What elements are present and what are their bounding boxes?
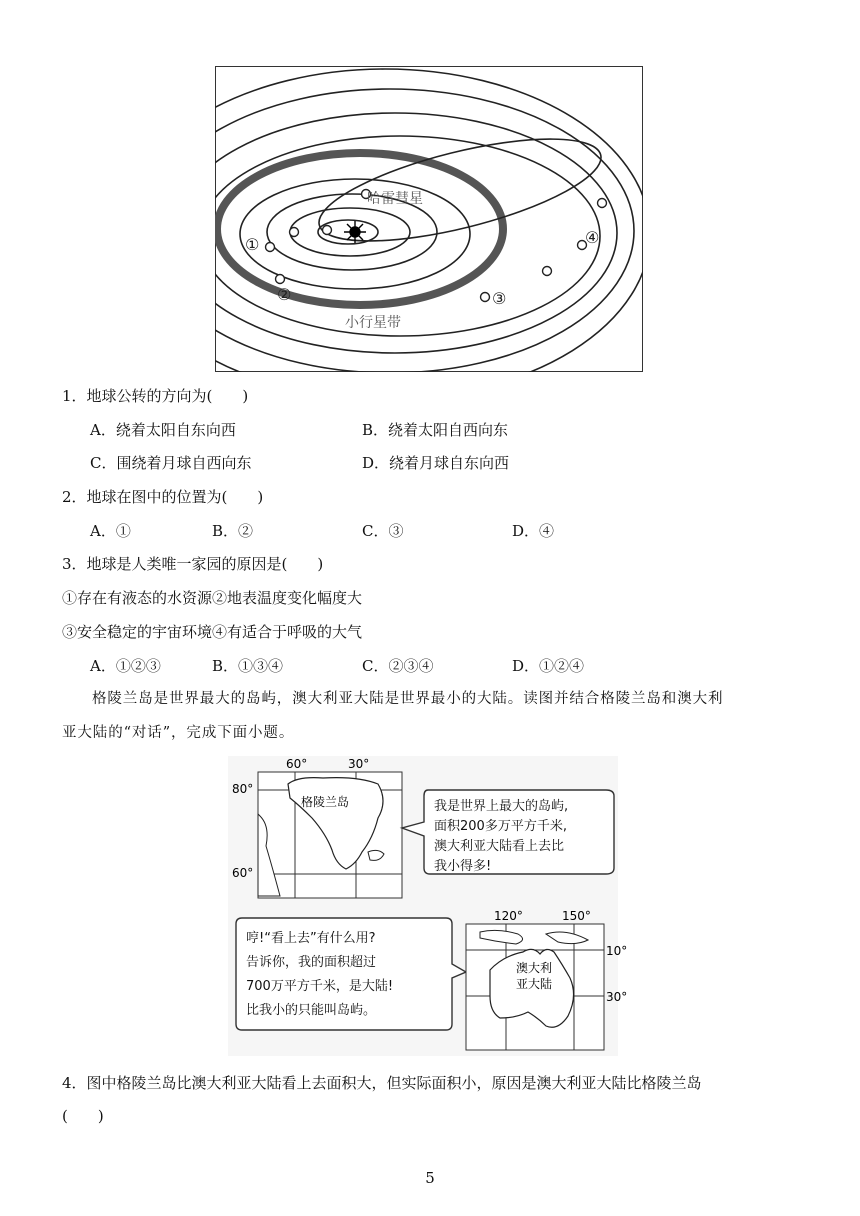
australia-name-line-2: 亚大陆 xyxy=(516,977,553,991)
solar-system-orbit-figure xyxy=(215,66,643,372)
q1-option-a[interactable]: A．绕着太阳自东向西 xyxy=(90,421,236,439)
greenland-lat-60: 60° xyxy=(232,866,254,880)
page-number: 5 xyxy=(425,1169,435,1187)
australia-lon-120: 120° xyxy=(494,909,523,923)
greenland-map xyxy=(258,772,402,898)
position-1-label: ① xyxy=(245,235,260,254)
q2-option-c[interactable]: C．③ xyxy=(362,522,404,540)
australia-lat-10: 10° xyxy=(606,944,628,958)
halley-label: 哈雷彗星 xyxy=(367,191,423,207)
planet-mercury xyxy=(323,226,332,235)
q1-stem: 1．地球公转的方向为( ) xyxy=(62,387,249,405)
greenland-name: 格陵兰岛 xyxy=(301,795,350,809)
q3-statement-line-1: ①存在有液态的水资源②地表温度变化幅度大 xyxy=(62,589,363,607)
q3-statement-line-2: ③安全稳定的宇宙环境④有适合于呼吸的大气 xyxy=(62,623,363,641)
planet-saturn xyxy=(543,267,552,276)
planet-neptune xyxy=(598,199,607,208)
greenland-lon-30: 30° xyxy=(348,757,370,771)
q4-stem: 4．图中格陵兰岛比澳大利亚大陆看上去面积大，但实际面积小，原因是澳大利亚大陆比格陵兰岛 xyxy=(62,1074,702,1092)
australia-bubble-line-3: 700万平方千米，是大陆! xyxy=(246,979,394,994)
greenland-lat-80: 80° xyxy=(232,782,254,796)
greenland-australia-figure xyxy=(228,756,628,1056)
q1-option-d[interactable]: D．绕着月球自东向西 xyxy=(362,454,510,472)
intro-line-2: 亚大陆的“对话”，完成下面小题。 xyxy=(62,725,295,741)
australia-bubble-line-4: 比我小的只能叫岛屿。 xyxy=(246,1003,377,1018)
q2-option-d[interactable]: D．④ xyxy=(512,522,555,540)
q2-option-a[interactable]: A．① xyxy=(90,522,131,540)
intro-line-1: 格陵兰岛是世界最大的岛屿，澳大利亚大陆是世界最小的大陆。读图并结合格陵兰岛和澳大利 xyxy=(92,691,724,707)
australia-bubble-line-1: 哼!“看上去”有什么用? xyxy=(246,931,376,946)
planet-jupiter xyxy=(481,293,490,302)
planet-venus xyxy=(290,228,299,237)
greenland-bubble-line-2: 面积200多万平方千米, xyxy=(434,819,567,834)
q3-option-d[interactable]: D．①②④ xyxy=(512,657,585,675)
q1-option-b[interactable]: B．绕着太阳自西向东 xyxy=(362,421,509,439)
q3-option-b[interactable]: B．①③④ xyxy=(212,657,284,675)
greenland-bubble-line-4: 我小得多! xyxy=(434,859,492,874)
position-4-label: ④ xyxy=(585,228,600,247)
q1-option-c[interactable]: C．围绕着月球自西向东 xyxy=(90,454,252,472)
position-2-label: ② xyxy=(277,285,292,304)
australia-lat-30: 30° xyxy=(606,990,628,1004)
planet-mars xyxy=(276,275,285,284)
australia-name-line-1: 澳大利 xyxy=(516,961,553,975)
q2-option-b[interactable]: B．② xyxy=(212,522,254,540)
asteroid-belt-label: 小行星带 xyxy=(345,315,401,331)
australia-lon-150: 150° xyxy=(562,909,591,923)
greenland-lon-60: 60° xyxy=(286,757,308,771)
q3-option-c[interactable]: C．②③④ xyxy=(362,657,434,675)
sun-icon xyxy=(344,221,366,243)
q4-blank: ( ) xyxy=(62,1107,104,1125)
q3-option-a[interactable]: A．①②③ xyxy=(90,657,161,675)
greenland-bubble-line-3: 澳大利亚大陆看上去比 xyxy=(434,839,565,854)
greenland-bubble-line-1: 我是世界上最大的岛屿, xyxy=(434,799,569,814)
q2-stem: 2．地球在图中的位置为( ) xyxy=(62,488,264,506)
q3-stem: 3．地球是人类唯一家园的原因是( ) xyxy=(62,555,324,573)
position-3-label: ③ xyxy=(492,289,507,308)
australia-bubble-line-2: 告诉你，我的面积超过 xyxy=(246,955,377,970)
planet-earth-candidate xyxy=(266,243,275,252)
